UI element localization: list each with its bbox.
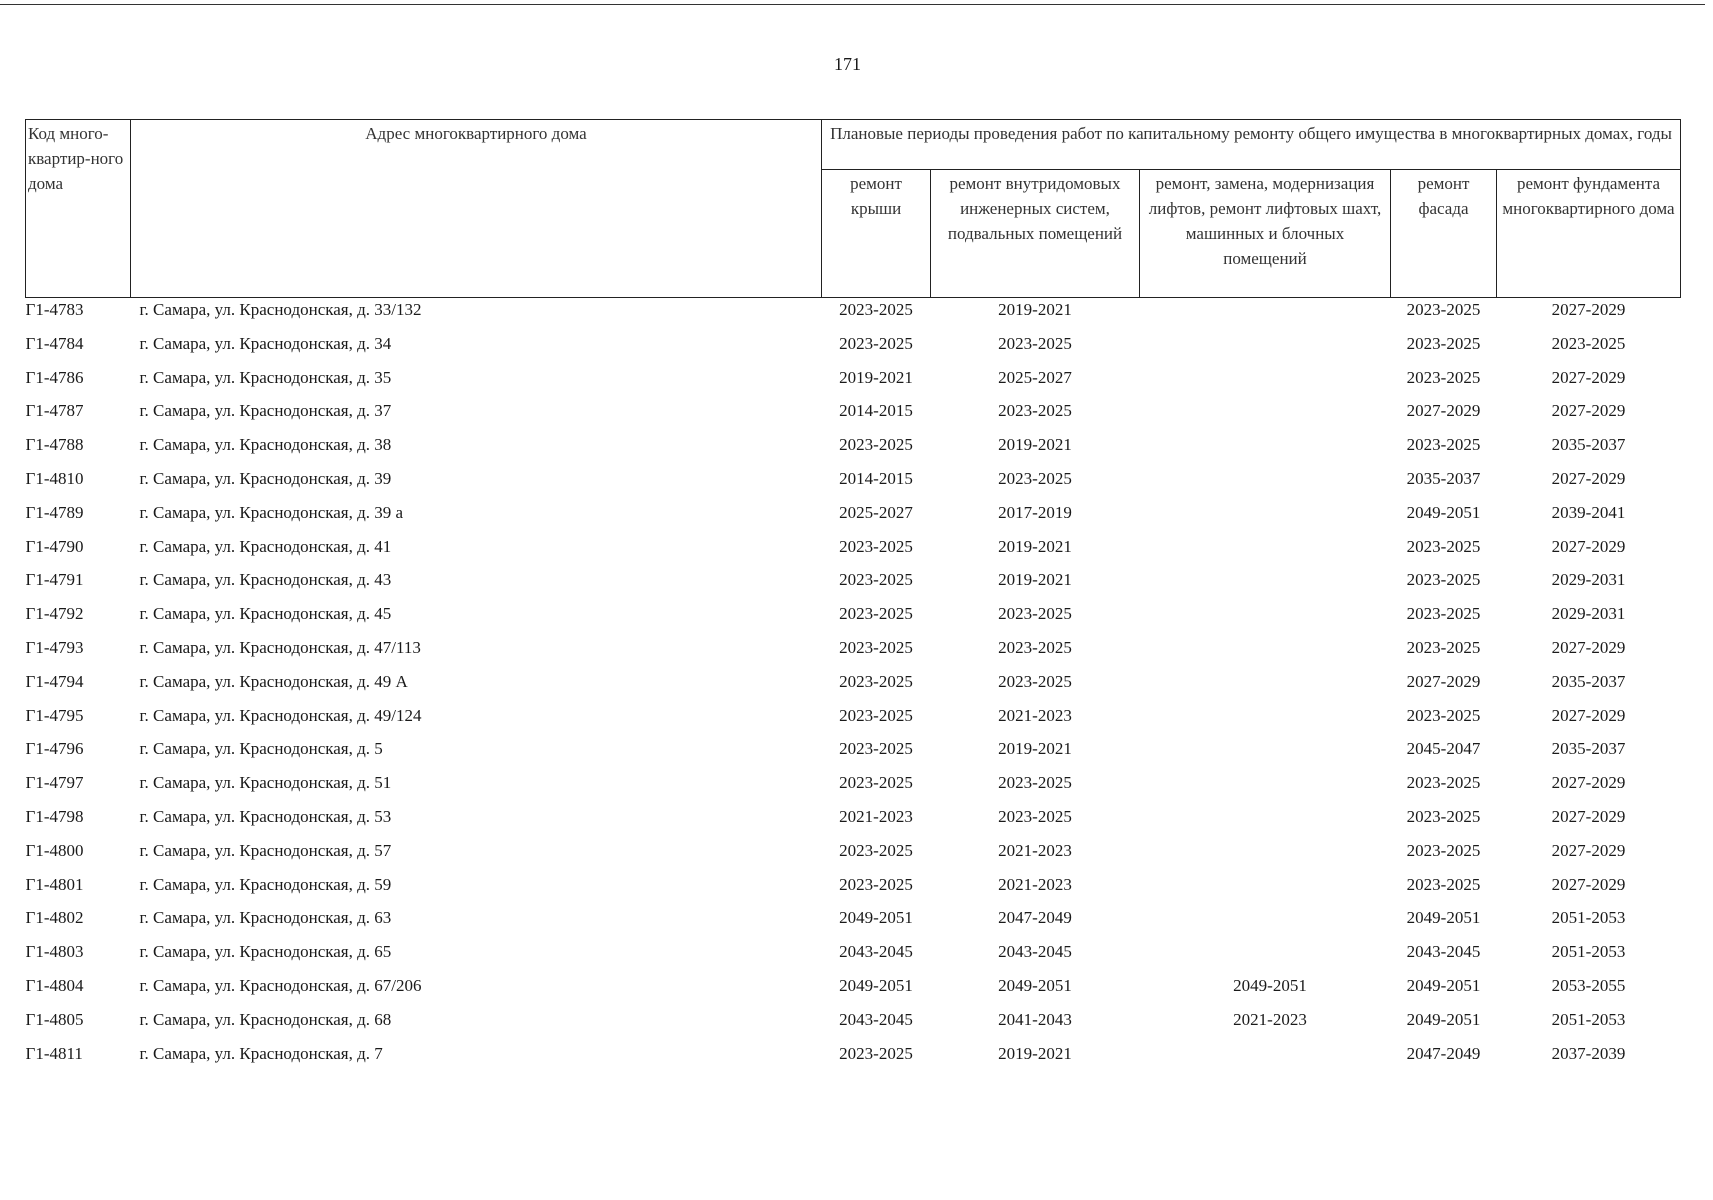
cell-roof-period: 2023-2025 (839, 604, 913, 624)
cell-lifts-period (1140, 366, 1391, 400)
header-facade: ремонт фасада (1391, 170, 1497, 298)
cell-engineering-period: 2049-2051 (998, 975, 1072, 995)
cell-address: г. Самара, ул. Краснодонская, д. 47/113 (139, 637, 421, 657)
cell-engineering-period: 2023-2025 (998, 637, 1072, 657)
table-row (26, 974, 1681, 1008)
table-row (26, 906, 1681, 940)
cell-engineering-period: 2043-2045 (998, 942, 1072, 962)
cell-engineering-period: 2019-2021 (998, 300, 1072, 319)
cell-foundation-period: 2027-2029 (1551, 536, 1626, 556)
cell-engineering-period: 2047-2049 (998, 908, 1072, 928)
cell-lifts-period (1140, 873, 1391, 907)
cell-roof-period: 2014-2015 (839, 401, 913, 421)
cell-foundation-period: 2027-2029 (1551, 773, 1626, 793)
cell-foundation-period: 2051-2053 (1551, 1009, 1626, 1029)
cell-facade-period: 2049-2051 (1406, 1009, 1481, 1029)
cell-facade-period: 2023-2025 (1406, 705, 1481, 725)
cell-foundation-period: 2023-2025 (1551, 333, 1626, 353)
cell-lifts-period (1140, 568, 1391, 602)
cell-address: г. Самара, ул. Краснодонская, д. 34 (139, 333, 392, 353)
cell-code: Г1-4798 (25, 806, 84, 826)
cell-engineering-period: 2017-2019 (998, 502, 1072, 522)
cell-code: Г1-4788 (25, 435, 84, 455)
cell-address: г. Самара, ул. Краснодонская, д. 49/124 (139, 705, 422, 725)
cell-facade-period: 2023-2025 (1406, 637, 1481, 657)
cell-facade-period: 2023-2025 (1406, 367, 1481, 387)
cell-lifts-period (1140, 433, 1391, 467)
page-number: 171 (834, 54, 861, 74)
table-row (26, 366, 1681, 400)
cell-engineering-period: 2023-2025 (998, 401, 1072, 421)
cell-foundation-period: 2053-2055 (1551, 975, 1626, 995)
table-row (26, 873, 1681, 907)
cell-code: Г1-4802 (25, 908, 84, 928)
cell-roof-period: 2019-2021 (839, 367, 913, 387)
header-foundation: ремонт фундамента многоквартирного дома (1497, 170, 1681, 298)
cell-code: Г1-4796 (25, 739, 84, 759)
cell-address: г. Самара, ул. Краснодонская, д. 7 (139, 1043, 383, 1063)
cell-facade-period: 2045-2047 (1406, 739, 1481, 759)
cell-code: Г1-4792 (25, 604, 84, 624)
cell-lifts-period (1140, 332, 1391, 366)
repair-schedule-table (25, 119, 1681, 1075)
cell-roof-period: 2023-2025 (839, 300, 913, 319)
cell-address: г. Самара, ул. Краснодонская, д. 68 (139, 1009, 392, 1029)
cell-foundation-period: 2027-2029 (1551, 705, 1626, 725)
cell-code: Г1-4786 (25, 367, 84, 387)
cell-address: г. Самара, ул. Краснодонская, д. 39 а (139, 502, 404, 522)
cell-address: г. Самара, ул. Краснодонская, д. 38 (139, 435, 392, 455)
cell-code: Г1-4801 (25, 874, 84, 894)
cell-facade-period: 2047-2049 (1406, 1043, 1481, 1063)
cell-address: г. Самара, ул. Краснодонская, д. 53 (139, 806, 392, 826)
table-row (26, 568, 1681, 602)
table-row (26, 636, 1681, 670)
cell-engineering-period: 2023-2025 (998, 604, 1072, 624)
cell-code: Г1-4789 (25, 502, 84, 522)
cell-roof-period: 2023-2025 (839, 570, 913, 590)
cell-roof-period: 2023-2025 (839, 671, 913, 691)
cell-facade-period: 2023-2025 (1406, 536, 1481, 556)
table-row (26, 940, 1681, 974)
cell-engineering-period: 2019-2021 (998, 1043, 1072, 1063)
cell-facade-period: 2023-2025 (1406, 435, 1481, 455)
table-row (26, 433, 1681, 467)
cell-facade-period: 2049-2051 (1406, 975, 1481, 995)
cell-roof-period: 2014-2015 (839, 468, 913, 488)
table-row (26, 805, 1681, 839)
cell-facade-period: 2035-2037 (1406, 468, 1481, 488)
cell-roof-period: 2023-2025 (839, 435, 913, 455)
cell-code: Г1-4810 (25, 468, 84, 488)
cell-lifts-period (1140, 399, 1391, 433)
table-row (26, 1042, 1681, 1076)
cell-address: г. Самара, ул. Краснодонская, д. 37 (139, 401, 392, 421)
cell-roof-period: 2049-2051 (839, 908, 913, 928)
cell-engineering-period: 2021-2023 (998, 840, 1072, 860)
table-row (26, 535, 1681, 569)
cell-code: Г1-4805 (25, 1009, 84, 1029)
cell-engineering-period: 2019-2021 (998, 739, 1072, 759)
table-row (26, 298, 1681, 332)
cell-facade-period: 2049-2051 (1406, 908, 1481, 928)
cell-address: г. Самара, ул. Краснодонская, д. 57 (139, 840, 392, 860)
cell-foundation-period: 2027-2029 (1551, 367, 1626, 387)
cell-lifts-period (1140, 467, 1391, 501)
cell-code: Г1-4784 (25, 333, 84, 353)
cell-address: г. Самара, ул. Краснодонская, д. 51 (139, 773, 392, 793)
header-roof: ремонт крыши (822, 170, 931, 298)
cell-roof-period: 2023-2025 (839, 333, 913, 353)
header-engineering: ремонт внутридомовых инженерных систем, подвальных помещений (931, 170, 1140, 298)
cell-code: Г1-4804 (25, 975, 84, 995)
cell-foundation-period: 2039-2041 (1551, 502, 1626, 522)
cell-lifts-period (1140, 1042, 1391, 1076)
cell-address: г. Самара, ул. Краснодонская, д. 43 (139, 570, 392, 590)
cell-engineering-period: 2019-2021 (998, 570, 1072, 590)
table-row (26, 737, 1681, 771)
cell-address: г. Самара, ул. Краснодонская, д. 59 (139, 874, 392, 894)
cell-lifts-period (1140, 771, 1391, 805)
cell-lifts-period: 2049-2051 (1233, 975, 1307, 995)
cell-roof-period: 2023-2025 (839, 840, 913, 860)
cell-code: Г1-4787 (25, 401, 84, 421)
cell-lifts-period (1140, 704, 1391, 738)
cell-facade-period: 2023-2025 (1406, 806, 1481, 826)
cell-code: Г1-4791 (25, 570, 84, 590)
cell-roof-period: 2023-2025 (839, 637, 913, 657)
cell-engineering-period: 2023-2025 (998, 671, 1072, 691)
cell-lifts-period (1140, 940, 1391, 974)
header-code: Код много-квартир-ного дома (26, 120, 131, 298)
cell-code: Г1-4790 (25, 536, 84, 556)
cell-lifts-period (1140, 298, 1391, 332)
table-row (26, 670, 1681, 704)
cell-foundation-period: 2029-2031 (1551, 570, 1626, 590)
cell-foundation-period: 2027-2029 (1551, 840, 1626, 860)
table-row (26, 467, 1681, 501)
cell-foundation-period: 2027-2029 (1551, 300, 1626, 319)
header-address: Адрес многоквартирного дома (131, 120, 822, 298)
table-row (26, 501, 1681, 535)
cell-foundation-period: 2051-2053 (1551, 908, 1626, 928)
cell-code: Г1-4800 (25, 840, 84, 860)
cell-code: Г1-4793 (25, 637, 84, 657)
cell-lifts-period: 2021-2023 (1233, 1009, 1307, 1029)
cell-address: г. Самара, ул. Краснодонская, д. 65 (139, 942, 392, 962)
table-row (26, 704, 1681, 738)
cell-foundation-period: 2037-2039 (1551, 1043, 1626, 1063)
cell-foundation-period: 2027-2029 (1551, 874, 1626, 894)
cell-code: Г1-4794 (25, 671, 84, 691)
cell-engineering-period: 2019-2021 (998, 536, 1072, 556)
cell-lifts-period (1140, 501, 1391, 535)
cell-roof-period: 2023-2025 (839, 739, 913, 759)
cell-facade-period: 2023-2025 (1406, 300, 1481, 319)
cell-engineering-period: 2025-2027 (998, 367, 1072, 387)
table-row (26, 771, 1681, 805)
cell-lifts-period (1140, 670, 1391, 704)
cell-address: г. Самара, ул. Краснодонская, д. 67/206 (139, 975, 422, 995)
header-lifts: ремонт, замена, модернизация лифтов, ремонт лифтовых шахт, машинных и блочных помещений (1140, 170, 1391, 298)
cell-foundation-period: 2035-2037 (1551, 671, 1626, 691)
cell-roof-period: 2021-2023 (839, 806, 913, 826)
cell-facade-period: 2049-2051 (1406, 502, 1481, 522)
cell-address: г. Самара, ул. Краснодонская, д. 63 (139, 908, 392, 928)
cell-roof-period: 2023-2025 (839, 1043, 913, 1063)
header-planned-periods: Плановые периоды проведения работ по капитальному ремонту общего имущества в многоквартирных домах, годы (822, 120, 1681, 170)
cell-lifts-period (1140, 839, 1391, 873)
cell-address: г. Самара, ул. Краснодонская, д. 41 (139, 536, 392, 556)
cell-roof-period: 2023-2025 (839, 536, 913, 556)
table-row (26, 1008, 1681, 1042)
cell-engineering-period: 2021-2023 (998, 874, 1072, 894)
cell-foundation-period: 2035-2037 (1551, 435, 1626, 455)
table-header (26, 120, 1681, 298)
cell-engineering-period: 2023-2025 (998, 773, 1072, 793)
cell-code: Г1-4797 (25, 773, 84, 793)
cell-foundation-period: 2027-2029 (1551, 468, 1626, 488)
cell-address: г. Самара, ул. Краснодонская, д. 45 (139, 604, 392, 624)
cell-facade-period: 2023-2025 (1406, 333, 1481, 353)
cell-address: г. Самара, ул. Краснодонская, д. 5 (139, 739, 383, 759)
cell-engineering-period: 2023-2025 (998, 468, 1072, 488)
cell-roof-period: 2023-2025 (839, 705, 913, 725)
cell-roof-period: 2043-2045 (839, 1009, 913, 1029)
cell-facade-period: 2023-2025 (1406, 570, 1481, 590)
table-row (26, 839, 1681, 873)
cell-lifts-period (1140, 805, 1391, 839)
table-row (26, 399, 1681, 433)
cell-code: Г1-4803 (25, 942, 84, 962)
cell-roof-period: 2023-2025 (839, 874, 913, 894)
top-border-line (0, 4, 1705, 5)
cell-facade-period: 2023-2025 (1406, 604, 1481, 624)
cell-foundation-period: 2027-2029 (1551, 806, 1626, 826)
table-row (26, 332, 1681, 366)
cell-engineering-period: 2041-2043 (998, 1009, 1072, 1029)
cell-facade-period: 2043-2045 (1406, 942, 1481, 962)
cell-roof-period: 2023-2025 (839, 773, 913, 793)
cell-lifts-period (1140, 602, 1391, 636)
cell-engineering-period: 2019-2021 (998, 435, 1072, 455)
cell-foundation-period: 2051-2053 (1551, 942, 1626, 962)
cell-facade-period: 2023-2025 (1406, 773, 1481, 793)
cell-address: г. Самара, ул. Краснодонская, д. 33/132 (139, 300, 422, 319)
cell-roof-period: 2043-2045 (839, 942, 913, 962)
cell-engineering-period: 2021-2023 (998, 705, 1072, 725)
cell-lifts-period (1140, 737, 1391, 771)
cell-foundation-period: 2035-2037 (1551, 739, 1626, 759)
cell-address: г. Самара, ул. Краснодонская, д. 39 (139, 468, 392, 488)
cell-lifts-period (1140, 535, 1391, 569)
cell-roof-period: 2025-2027 (839, 502, 913, 522)
cell-facade-period: 2027-2029 (1406, 671, 1481, 691)
table-row (26, 602, 1681, 636)
cell-address: г. Самара, ул. Краснодонская, д. 35 (139, 367, 392, 387)
cell-facade-period: 2023-2025 (1406, 840, 1481, 860)
cell-roof-period: 2049-2051 (839, 975, 913, 995)
cell-foundation-period: 2029-2031 (1551, 604, 1626, 624)
cell-lifts-period (1140, 636, 1391, 670)
cell-facade-period: 2023-2025 (1406, 874, 1481, 894)
cell-lifts-period (1140, 906, 1391, 940)
cell-engineering-period: 2023-2025 (998, 806, 1072, 826)
cell-code: Г1-4783 (25, 300, 84, 319)
cell-code: Г1-4795 (25, 705, 84, 725)
cell-foundation-period: 2027-2029 (1551, 637, 1626, 657)
cell-engineering-period: 2023-2025 (998, 333, 1072, 353)
cell-facade-period: 2027-2029 (1406, 401, 1481, 421)
table-body (26, 298, 1681, 1076)
cell-code: Г1-4811 (25, 1043, 83, 1063)
cell-foundation-period: 2027-2029 (1551, 401, 1626, 421)
cell-address: г. Самара, ул. Краснодонская, д. 49 А (139, 671, 408, 691)
